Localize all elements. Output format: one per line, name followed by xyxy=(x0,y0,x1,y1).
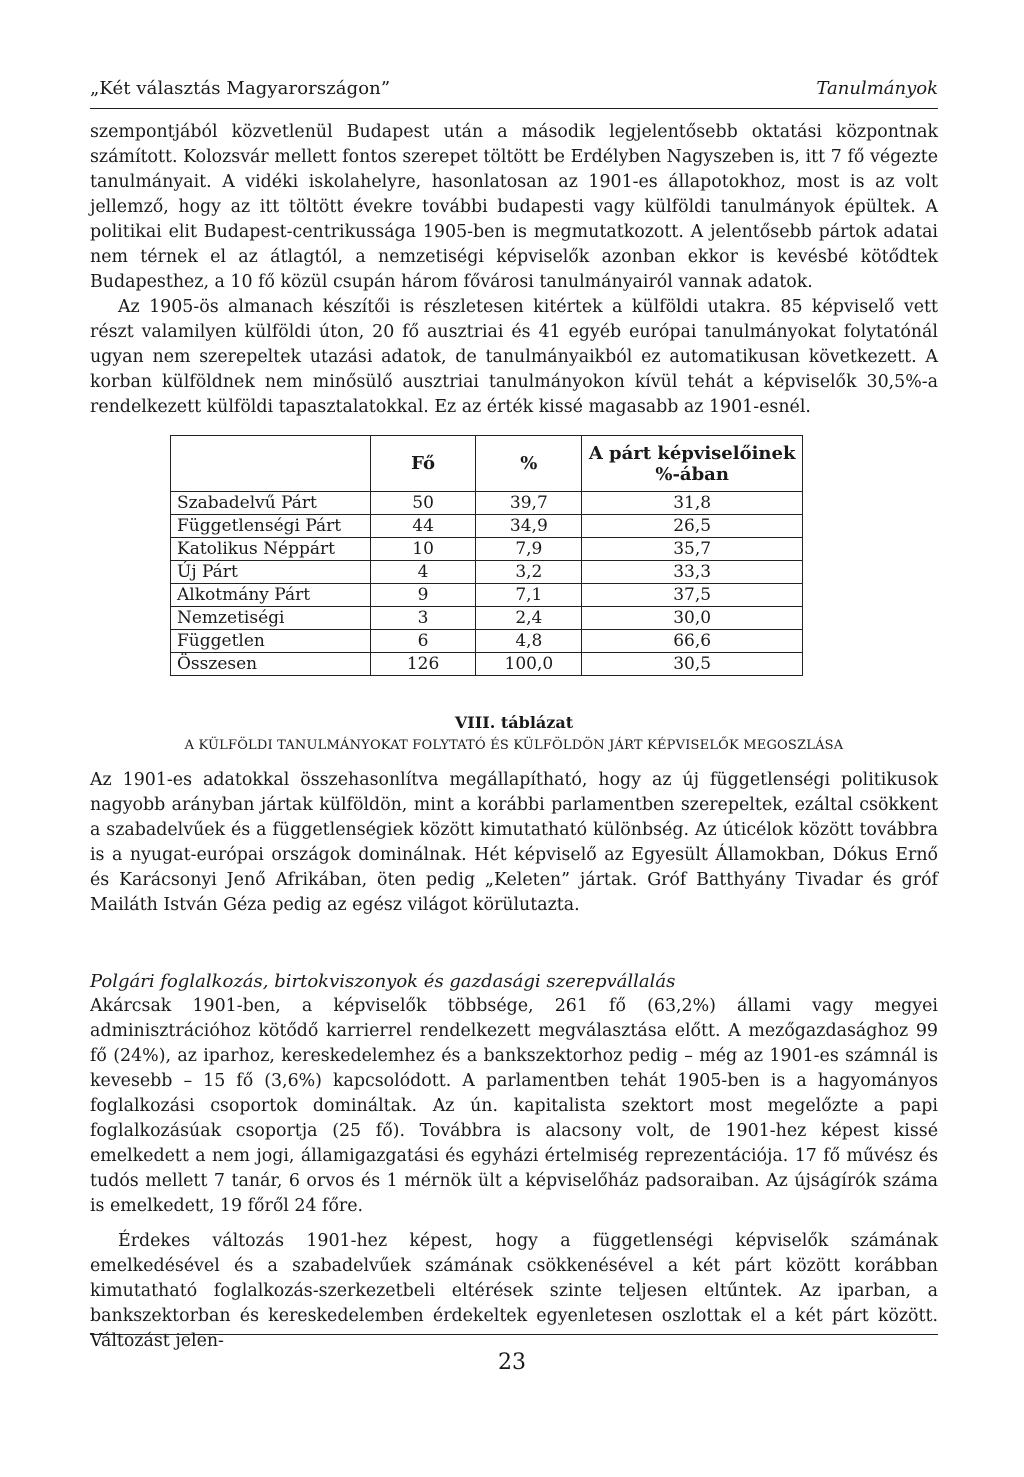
table-row xyxy=(171,561,803,584)
count-cell: 6 xyxy=(370,630,476,653)
count-cell: 44 xyxy=(370,515,476,538)
percent-cell: 7,9 xyxy=(476,538,582,561)
paragraph: Érdekes változás 1901-hez képest, hogy a függetlenségi képviselők számának emelkedésével és a szabadelvűek számának csökkenésével a két párt között korábban kimutatható foglalkozás-szerkezetbeli eltérések szinte teljesen eltűntek. Az iparban, a bankszektorban és kereskedelemben érdekeltek egyenletesen oszlottak el a két párt között. Változást jelen- xyxy=(90,1231,938,1351)
table-caption-title: VIII. táblázat xyxy=(454,713,574,732)
table-header-cell: Fő xyxy=(370,436,476,492)
table-row xyxy=(171,607,803,630)
party-name: Független xyxy=(171,630,371,653)
paragraph: Az 1905-ös almanach készítői is részletesen kitértek a külföldi utakra. 85 képviselő vett részt valamilyen külföldi úton, 20 fő ausztriai és 41 egyéb európai tanulmányokat folytatónál ugyan nem szerepeltek utazási adatok, de tanulmányaikból ez automatikusan következett. A korban külföldnek nem minősülő ausztriai tanulmányokon kívül tehát a képviselők 30,5%-a rendelkezett külföldi tapasztalatokkal. Ez az érték kissé magasabb az 1901-esnél. xyxy=(90,297,938,417)
footer-rule xyxy=(90,1334,938,1335)
table-header-row xyxy=(171,436,803,492)
party-name: Függetlenségi Párt xyxy=(171,515,371,538)
table-row xyxy=(171,630,803,653)
table-caption-subtitle: A KÜLFÖLDI TANULMÁNYOKAT FOLYTATÓ ÉS KÜLFÖLDÖN JÁRT KÉPVISELŐK MEGOSZLÁSA xyxy=(184,738,844,753)
count-cell: 50 xyxy=(370,492,476,515)
page-number: 23 xyxy=(498,1350,526,1375)
count-cell: 4 xyxy=(370,561,476,584)
count-cell: 10 xyxy=(370,538,476,561)
percent-cell: 39,7 xyxy=(476,492,582,515)
table-header-cell: % xyxy=(476,436,582,492)
party-name: Katolikus Néppárt xyxy=(171,538,371,561)
party-percent-cell: 66,6 xyxy=(582,630,803,653)
table-header-cell: A párt képviselőinek %-ában xyxy=(582,436,803,492)
paragraph: szempontjából közvetlenül Budapest után a második legjelentősebb oktatási központnak számított. Kolozsvár mellett fontos szerepet töltött be Erdélyben Nagyszeben is, itt 7 fő végezte tanulmányait. A vidéki iskolahelyre, hasonlatosan az 1901-es állapotokhoz, most is az volt jellemző, hogy az itt töltött évekre további budapesti vagy külföldi tanulmányok épültek. A politikai elit Budapest-centrikussága 1905-ben is megmutatkozott. A jelentősebb pártok adatai nem térnek el az átlagtól, a nemzetiségi képviselők azonban ekkor is kevésbé kötődtek Budapesthez, a 10 fő közül csupán három fővárosi tanulmányairól vannak adatok. xyxy=(90,122,938,292)
party-name: Szabadelvű Párt xyxy=(171,492,371,515)
party-percent-cell: 35,7 xyxy=(582,538,803,561)
percent-cell: 4,8 xyxy=(476,630,582,653)
table-total-row xyxy=(171,653,803,676)
party-percent-cell: 31,8 xyxy=(582,492,803,515)
body-text-after-table xyxy=(90,768,938,918)
paragraph: Akárcsak 1901-ben, a képviselők többsége, 261 fő (63,2%) állami vagy megyei adminisztrációhoz kötődő karrierrel rendelkezett megválasztása előtt. A mezőgazdasághoz 99 fő (24%), az iparhoz, kereskedelemhez és a bankszektorhoz pedig – még az 1901-es számnál is kevesebb – 15 fő (3,6%) kapcsolódott. A parlamentben tehát 1905-ben is a hagyományos foglalkozási csoportok domináltak. Az ún. kapitalista szektort most megelőzte a papi foglalkozásúak csoportja (25 fő). Továbbra is alacsony volt, de 1901-hez képest kissé emelkedett a nem jogi, államigazgatási és egyházi értelmiség reprezentációja. 17 fő művész és tudós mellett 7 tanár, 6 orvos és 1 mérnök ült a képviselőház padsoraiban. Az újságírók száma is emelkedett, 19 főről 24 főre. xyxy=(90,996,938,1216)
percent-cell: 3,2 xyxy=(476,561,582,584)
section xyxy=(90,969,938,1354)
party-percent-cell: 33,3 xyxy=(582,561,803,584)
party-name: Nemzetiségi xyxy=(171,607,371,630)
percent-cell: 34,9 xyxy=(476,515,582,538)
table-header-cell xyxy=(171,436,371,492)
percent-cell: 7,1 xyxy=(476,584,582,607)
table-row xyxy=(171,492,803,515)
party-percent-cell: 30,0 xyxy=(582,607,803,630)
count-cell: 126 xyxy=(370,653,476,676)
party-percent-cell: 37,5 xyxy=(582,584,803,607)
data-table xyxy=(170,435,803,676)
paragraph: Az 1901-es adatokkal összehasonlítva megállapítható, hogy az új függetlenségi politikusok nagyobb arányban jártak külföldön, mint a korábbi parlamentben szerepeltek, ezáltal csökkent a szabadelvűek és a függetlenségiek között kimutatható különbség. Az úticélok között továbbra is a nyugat-európai országok dominálnak. Hét képviselő az Egyesült Államokban, Dókus Ernő és Karácsonyi Jenő Afrikában, öten pedig „Keleten” jártak. Gróf Batthyány Tivadar és gróf Mailáth István Géza pedig az egész világot körülutazta. xyxy=(90,770,938,915)
running-head-title: „Két választás Magyarországon” xyxy=(90,78,391,99)
party-name: Alkotmány Párt xyxy=(171,584,371,607)
running-head-section: Tanulmányok xyxy=(816,78,938,99)
running-head xyxy=(90,78,938,109)
section-title: Polgári foglalkozás, birtokviszonyok és gazdasági szerepvállalás xyxy=(90,971,676,992)
count-cell: 9 xyxy=(370,584,476,607)
table-row xyxy=(171,515,803,538)
table-row xyxy=(171,538,803,561)
body-text-top xyxy=(90,120,938,420)
percent-cell: 2,4 xyxy=(476,607,582,630)
table-row xyxy=(171,584,803,607)
party-percent-cell: 30,5 xyxy=(582,653,803,676)
party-percent-cell: 26,5 xyxy=(582,515,803,538)
percent-cell: 100,0 xyxy=(476,653,582,676)
party-name: Új Párt xyxy=(171,561,371,584)
party-name: Összesen xyxy=(171,653,371,676)
count-cell: 3 xyxy=(370,607,476,630)
